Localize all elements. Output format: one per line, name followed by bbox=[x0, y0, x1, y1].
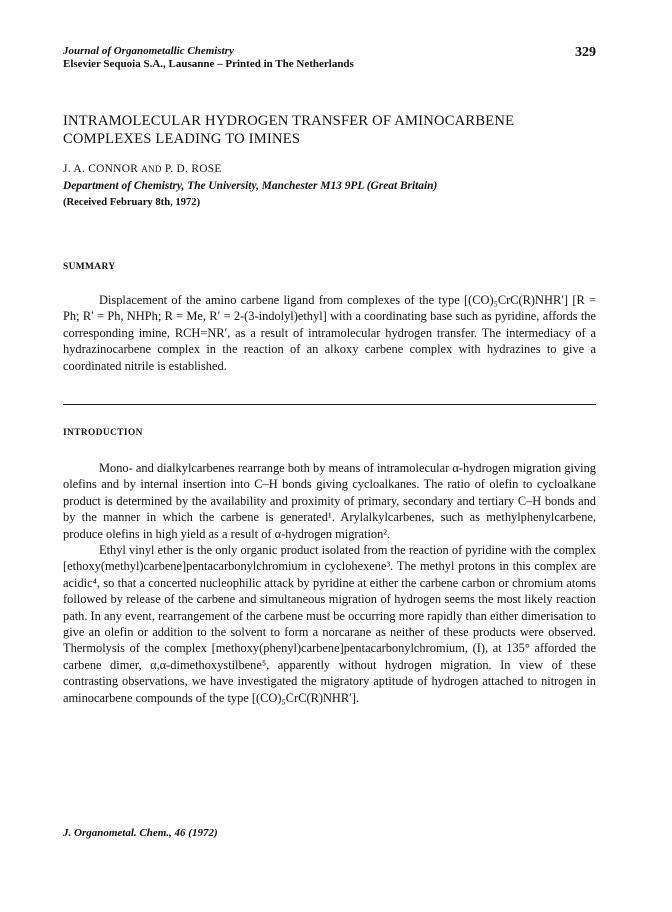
summary-paragraph: Displacement of the amino carbene ligand from complexes of the type [(CO)₅CrC(R)NHR′] [R = Ph; R′ = Ph, NHPh; R = Me, R′ = 2-(3-indolyl)ethyl] with a coordinating base such as pyridine, affords the corresponding imine, RCH=NR′, as a result of intramolecular hydrogen transfer. The intermediacy of a hydrazinocarbene complex in the reaction of an alkoxy carbene complex with hydrazines to give a coordinated nitrile is established. bbox=[63, 293, 596, 373]
article-title bbox=[63, 112, 514, 148]
footer-citation: J. Organometal. Chem., 46 (1972) bbox=[63, 827, 218, 839]
summary-section bbox=[63, 292, 596, 374]
page-number: 329 bbox=[575, 45, 596, 60]
author-line bbox=[63, 163, 222, 175]
introduction-section bbox=[63, 460, 596, 706]
journal-name: Journal of Organometallic Chemistry bbox=[63, 45, 234, 57]
received-date: (Received February 8th, 1972) bbox=[63, 197, 201, 208]
publisher-line: Elsevier Sequoia S.A., Lausanne – Printed in The Netherlands bbox=[63, 58, 354, 70]
title-line-1: INTRAMOLECULAR HYDROGEN TRANSFER OF AMINOCARBENE bbox=[63, 113, 515, 129]
author-conjunction: AND bbox=[141, 164, 162, 174]
affiliation: Department of Chemistry, The University, Manchester M13 9PL (Great Britain) bbox=[63, 180, 438, 192]
section-divider bbox=[63, 404, 596, 405]
author-2: P. D. ROSE bbox=[164, 163, 222, 175]
summary-heading: SUMMARY bbox=[63, 262, 116, 272]
introduction-paragraph-1: Mono- and dialkylcarbenes rearrange both by means of intramolecular α-hydrogen migration giving olefins and by internal insertion into C–H bonds giving cycloalkanes. The ratio of olefin to cycloalkane product is determined by the availability and proximity of primary, secondary and tertiary C–H bonds and by the manner in which the carbene is generated¹. Arylalkylcarbenes, such as methylphenylcarbene, produce olefins in high yield as a result of α-hydrogen migration². bbox=[63, 461, 596, 541]
introduction-heading: INTRODUCTION bbox=[63, 428, 143, 438]
author-1: J. A. CONNOR bbox=[63, 163, 139, 175]
title-line-2: COMPLEXES LEADING TO IMINES bbox=[63, 131, 301, 147]
introduction-paragraph-2: Ethyl vinyl ether is the only organic product isolated from the reaction of pyridine with the complex [ethoxy(methyl)carbene]pentacarbonylchromium in cyclohexene³. The methyl protons in this complex are acidic⁴, so that a concerted nucleophilic attack by pyridine at either the carbene carbon or chromium atoms followed by release of the carbene and simultaneous migration of hydrogen seems the most likely reaction path. In any event, rearrangement of the carbene must be occurring more rapidly than either dimerisation to give an olefin or addition to the solvent to form a norcarane as neither of these products were observed. Thermolysis of the complex [methoxy(phenyl)carbene]pentacarbonylchromium, (I), at 135° afforded the carbene dimer, α,α-dimethoxystilbene⁵, apparently without hydrogen migration. In view of these contrasting observations, we have investigated the migratory aptitude of hydrogen attached to nitrogen in aminocarbene compounds of the type [(CO)₅CrC(R)NHR′]. bbox=[63, 543, 596, 705]
